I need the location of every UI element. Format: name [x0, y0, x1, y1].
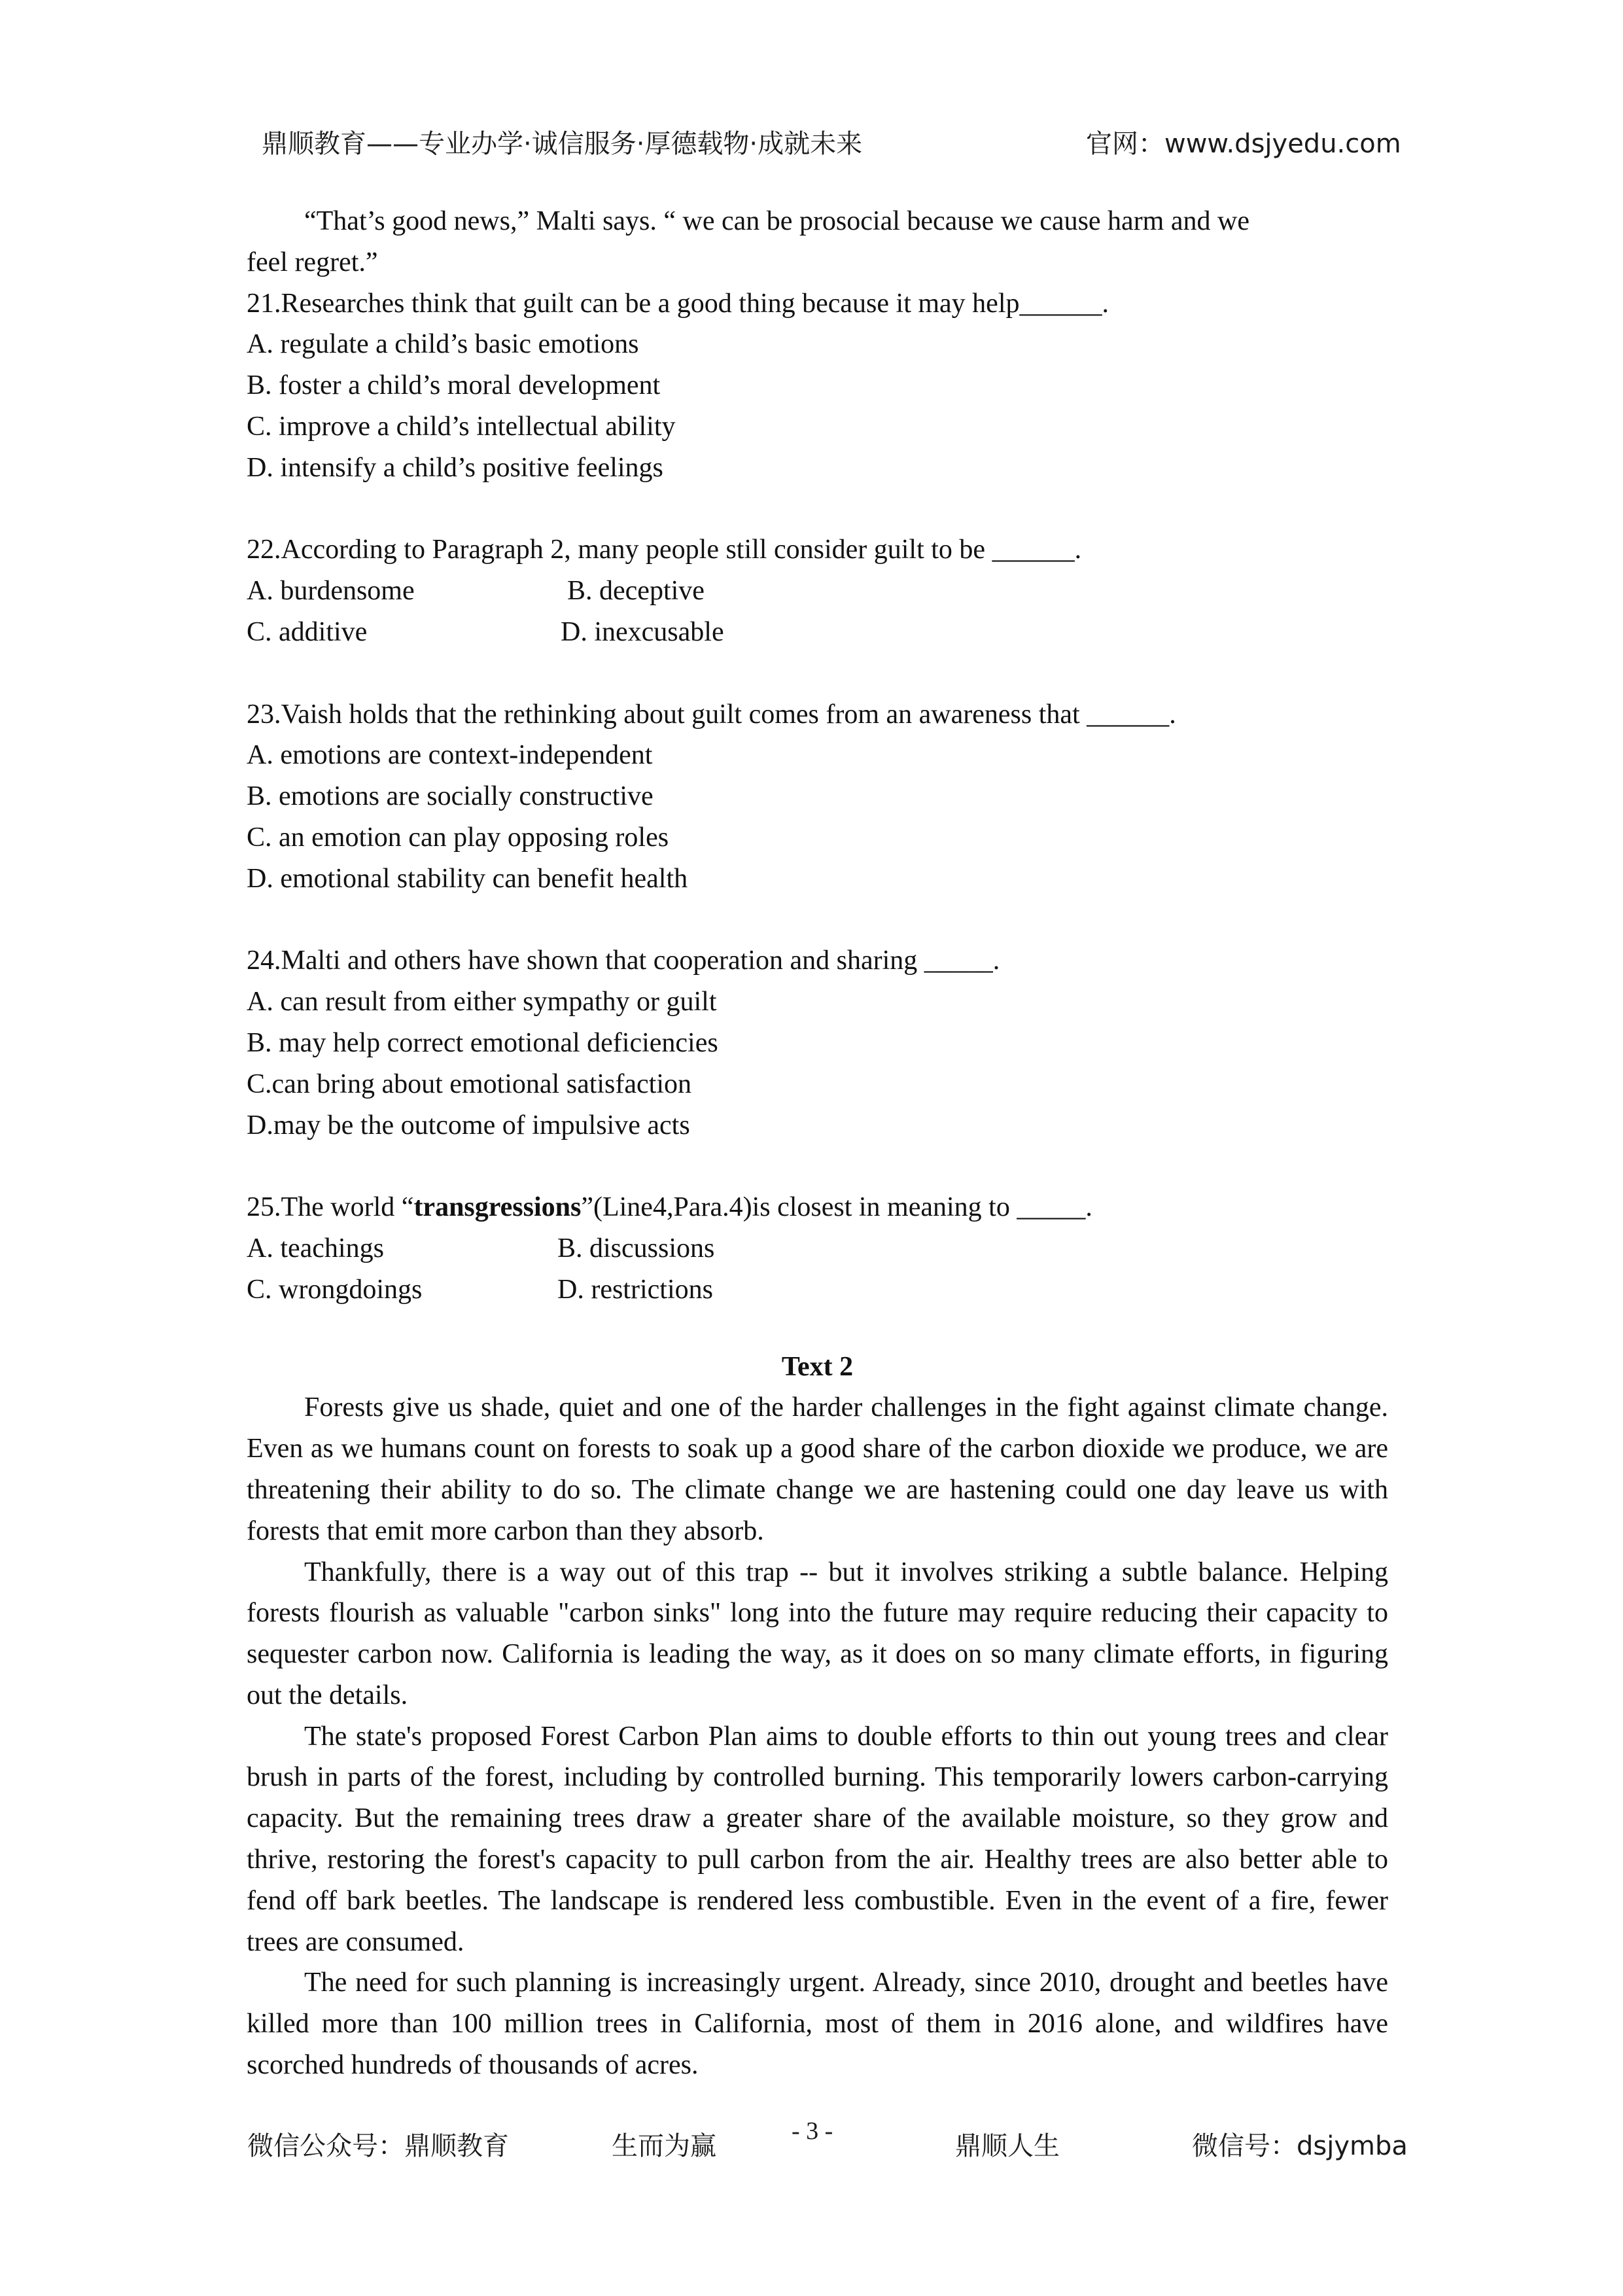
question-21-option-c: C. improve a child’s intellectual ability [247, 411, 676, 442]
question-21-stem: 21.Researches think that guilt can be a good thing because it may help______. [247, 288, 1109, 319]
question-25-stem-post: ”(Line4,Para.4)is closest in meaning to _____. [581, 1192, 1092, 1223]
footer-slogan-1: 生而为赢 [612, 2131, 716, 2161]
question-23-option-d: D. emotional stability can benefit health [247, 863, 688, 894]
question-22-option-b: B. deceptive [567, 576, 705, 607]
quote-line: “That’s good news,” Malti says. “ we can be prosocial because we cause harm and we [304, 206, 1249, 236]
question-22-option-a: A. burdensome [247, 576, 415, 607]
text-2-paragraph-3: The state's proposed Forest Carbon Plan aims to double efforts to thin out young trees and clear brush in parts of the forest, including by controlled burning. This temporarily lowers carbon-carrying capacity. But the remaining trees draw a greater share of the available moisture, so they grow and thrive, restoring the forest's capacity to pull carbon from the air. Healthy trees are also better able to fend off bark beetles. The landscape is rendered less combustible. Even in the event of a fire, fewer trees are consumed. [247, 1721, 1388, 1957]
question-25-option-b: B. discussions [557, 1233, 715, 1263]
question-25-option-c: C. wrongdoings [247, 1274, 423, 1305]
quote-line-continued: feel regret.” [247, 247, 378, 277]
question-23-option-c: C. an emotion can play opposing roles [247, 822, 669, 853]
footer-wechat-id: 微信号：dsjymba [1192, 2131, 1408, 2161]
question-21-option-b: B. foster a child’s moral development [247, 370, 661, 401]
text-2-title: Text 2 [781, 1351, 854, 1382]
question-23-option-a: A. emotions are context-independent [247, 740, 653, 771]
question-24-option-d: D.may be the outcome of impulsive acts [247, 1110, 690, 1140]
question-22-stem: 22.According to Paragraph 2, many people still consider guilt to be ______. [247, 535, 1082, 565]
question-21-option-d: D. intensify a child’s positive feelings [247, 452, 663, 483]
header-school-slogan: 鼎顺教育——专业办学·诚信服务·厚德载物·成就未来 [262, 129, 863, 159]
page-body [247, 201, 1388, 2086]
question-21-option-a: A. regulate a child’s basic emotions [247, 329, 639, 360]
question-23-stem: 23.Vaish holds that the rethinking about guilt comes from an awareness that ______. [247, 699, 1176, 730]
question-24-option-c: C.can bring about emotional satisfaction [247, 1069, 691, 1099]
page-number: - 3 - [792, 2117, 833, 2145]
question-25-option-d: D. restrictions [557, 1274, 713, 1305]
question-25-stem-pre: 25.The world “ [247, 1192, 414, 1223]
question-24-stem: 24.Malti and others have shown that cooperation and sharing _____. [247, 945, 1000, 976]
text-2-paragraph-1: Forests give us shade, quiet and one of the harder challenges in the fight against climate change. Even as we humans count on forests to soak up a good share of the carbon dioxide we produce, we are threatening their ability to do so. The climate change we are hastening could one day leave us with forests that emit more carbon than they absorb. [247, 1392, 1388, 1546]
question-25-keyword: transgressions [413, 1192, 582, 1223]
text-2-paragraph-4: The need for such planning is increasingly urgent. Already, since 2010, drought and beetles have killed more than 100 million trees in California, most of them in 2016 alone, and wildfires have scorched hundreds of thousands of acres. [247, 1968, 1388, 2081]
text-2-paragraph-2: Thankfully, there is a way out of this trap -- but it involves striking a subtle balance. Helping forests flourish as valuable "carbon sinks" long into the future may require reducing their capacity to sequester carbon now. California is leading the way, as it does on so many climate efforts, in figuring out the details. [247, 1557, 1388, 1710]
question-24-option-a: A. can result from either sympathy or guilt [247, 987, 717, 1017]
question-25-option-a: A. teachings [247, 1233, 384, 1263]
footer-slogan-2: 鼎顺人生 [955, 2131, 1060, 2161]
question-23-option-b: B. emotions are socially constructive [247, 781, 654, 812]
question-24-option-b: B. may help correct emotional deficiencies [247, 1027, 718, 1058]
footer-wechat-public-account: 微信公众号：鼎顺教育 [247, 2131, 509, 2161]
question-22-option-c: C. additive [247, 616, 368, 647]
question-25-stem [247, 1187, 1388, 1228]
question-22-option-d: D. inexcusable [561, 616, 724, 647]
header-website: 官网：www.dsjyedu.com [1086, 129, 1401, 159]
